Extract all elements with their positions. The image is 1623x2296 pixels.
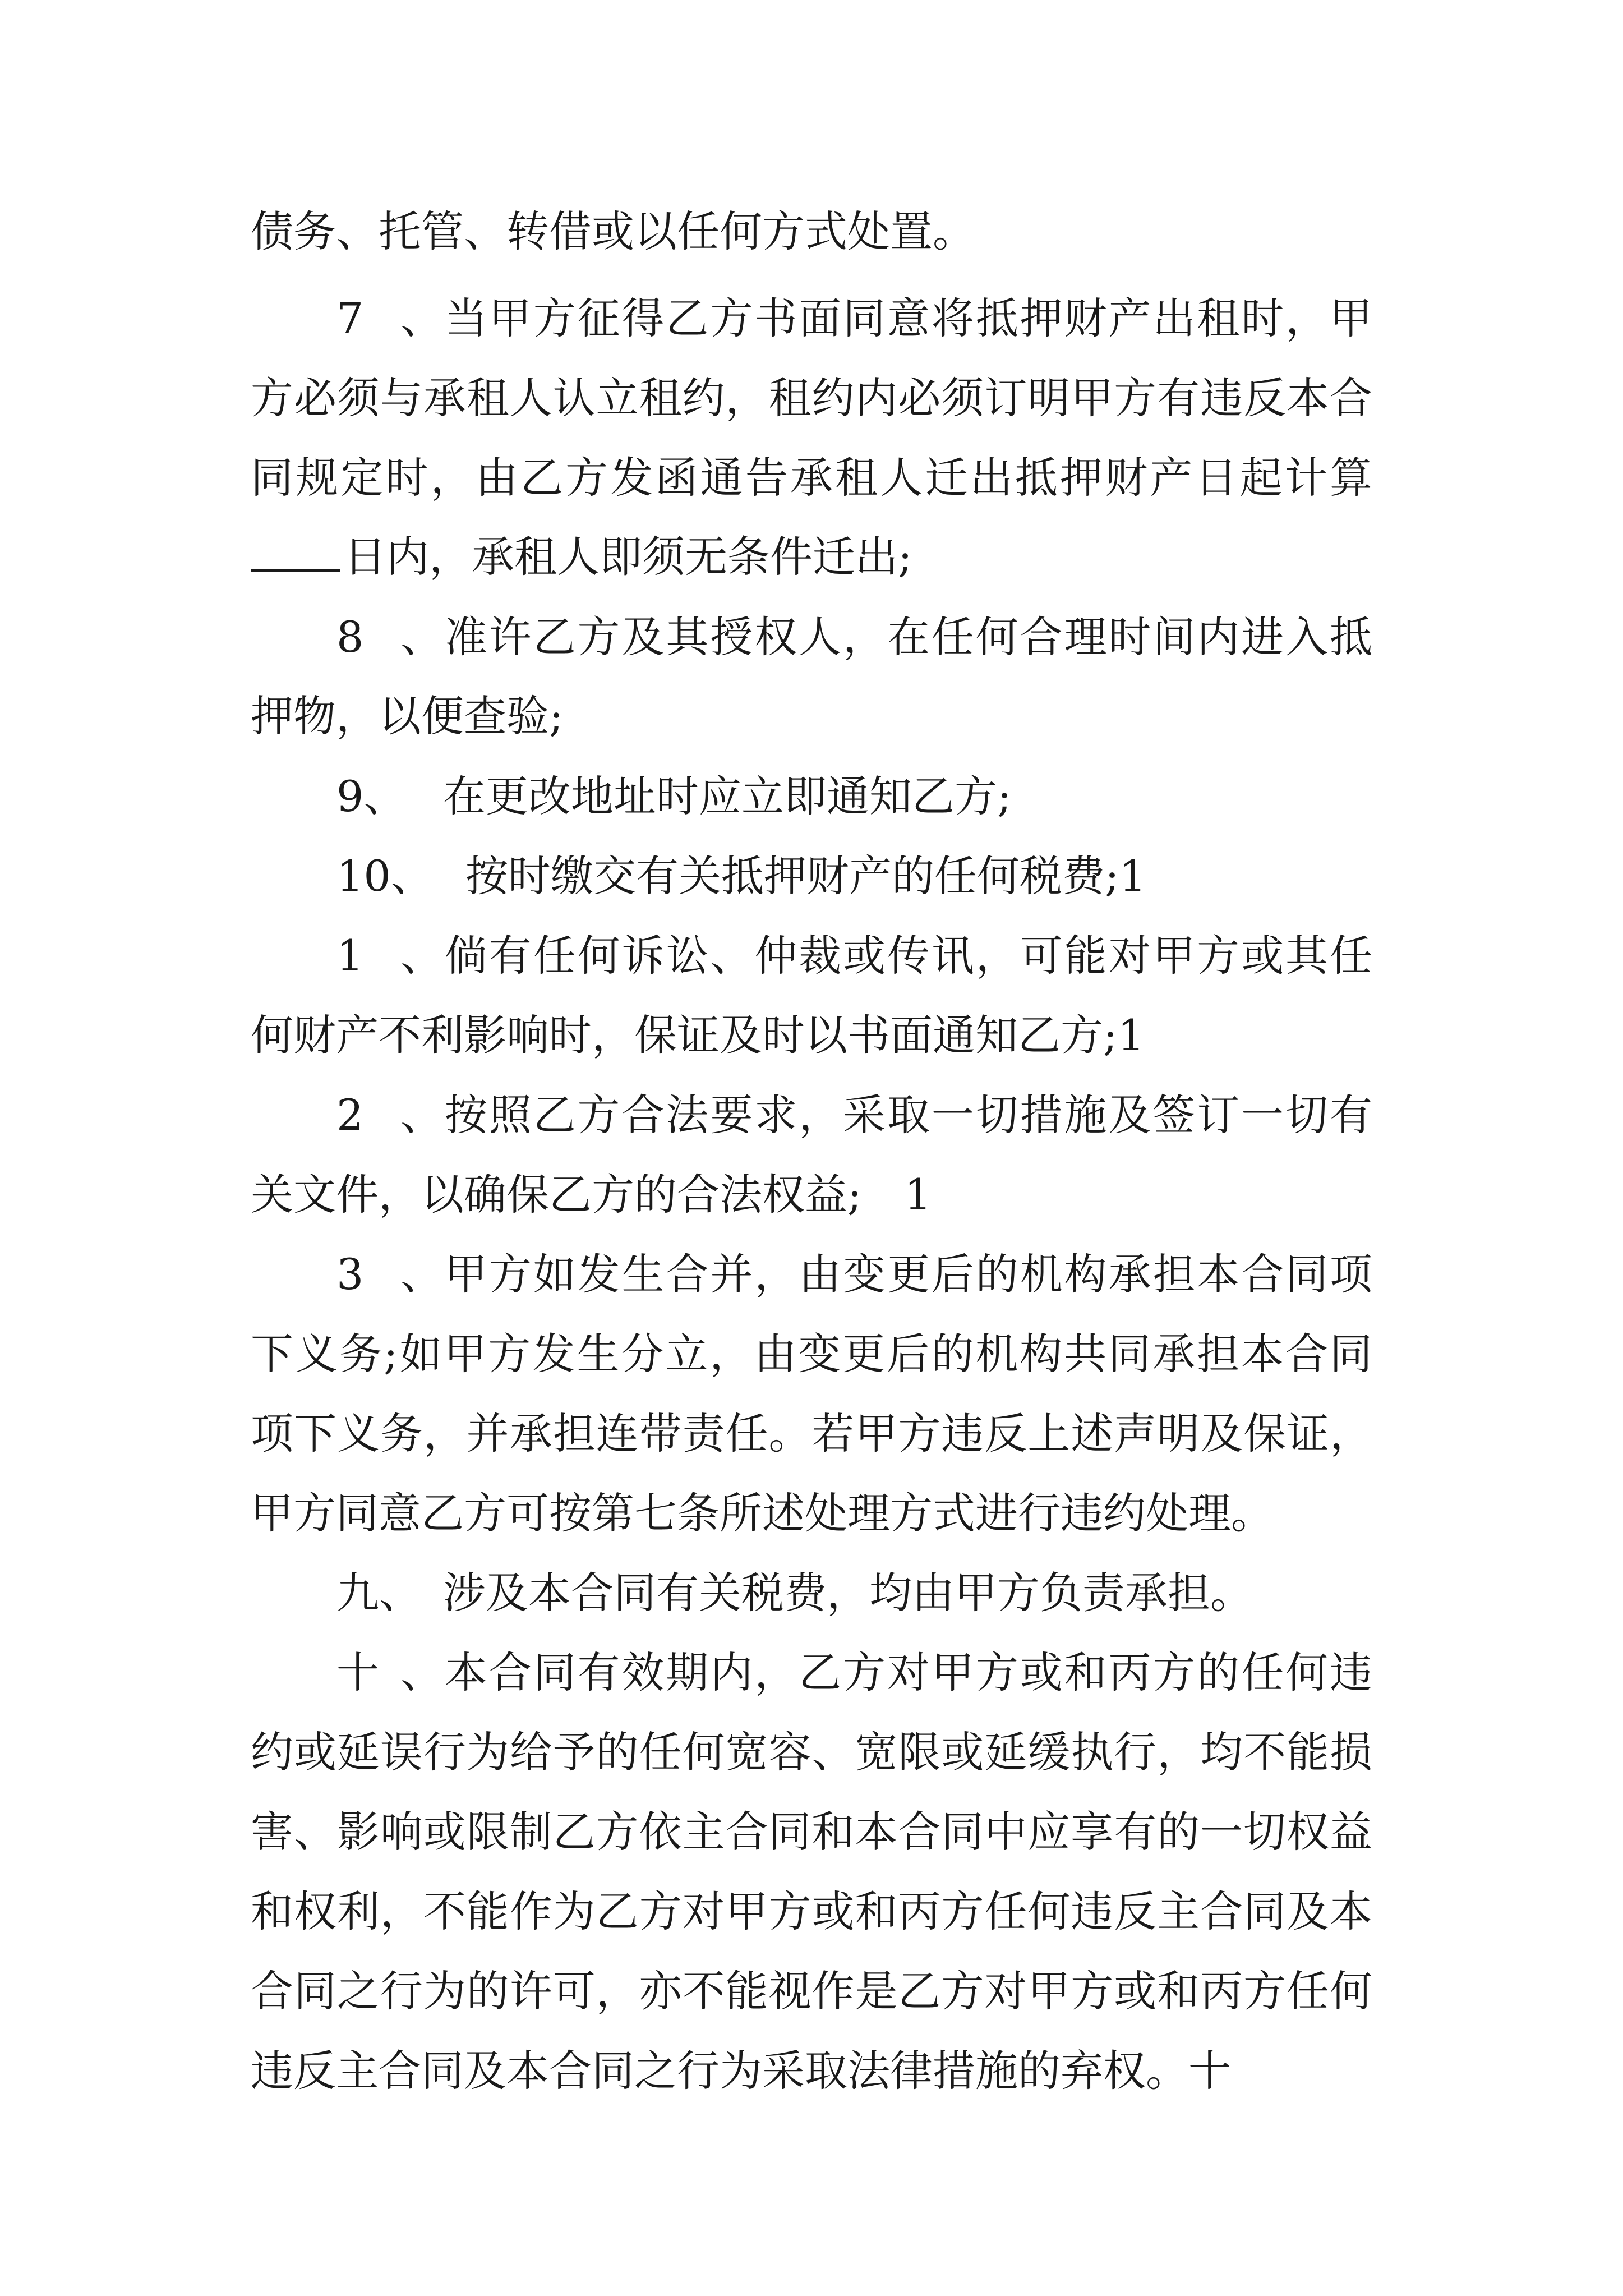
text-line: 甲方同意乙方可按第七条所述处理方式进行违约处理。	[251, 1488, 1274, 1538]
clause-item-13	[336, 1235, 1372, 1314]
text-line: 关文件，以确保乙方的合法权益; 1	[251, 1170, 932, 1220]
text-line	[251, 518, 912, 596]
clause-item-10	[336, 837, 1146, 915]
clause-item-12	[336, 1076, 1372, 1154]
text-line: 害、影响或限制乙方依主合同和本合同中应享有的一切权益	[251, 1807, 1372, 1857]
clause-number: 2、	[336, 1090, 443, 1140]
clause-number: 十、	[336, 1648, 443, 1697]
clause-item-9	[336, 757, 1012, 836]
clause-text: 倘有任何诉讼、仲裁或传讯，可能对甲方或其任	[443, 931, 1372, 981]
fill-in-blank	[251, 536, 340, 572]
clause-number: 7、	[336, 293, 443, 343]
text-line: 方必须与承租人认立租约，租约内必须订明甲方有违反本合	[251, 373, 1372, 423]
clause-text: 在更改地址时应立即通知乙方;	[443, 771, 1012, 821]
text-line: 押物，以便查验;	[251, 691, 564, 741]
clause-text: 按照乙方合法要求，采取一切措施及签订一切有	[443, 1090, 1372, 1140]
clause-text: 本合同有效期内，乙方对甲方或和丙方的任何违	[443, 1648, 1372, 1697]
text-line-content: 日内，承租人即须无条件迁出;	[344, 532, 912, 582]
clause-number: 9、	[336, 771, 407, 821]
clause-item-11	[336, 917, 1372, 995]
clause-number: 九、	[336, 1568, 422, 1618]
clause-item-8	[336, 598, 1372, 677]
clause-number: 1、	[336, 931, 443, 981]
clause-number: 10、	[336, 851, 434, 901]
clause-text: 涉及本合同有关税费，均由甲方负责承担。	[443, 1568, 1253, 1618]
text-line: 和权利，不能作为乙方对甲方或和丙方任何违反主合同及本	[251, 1887, 1372, 1936]
clause-item-nine	[336, 1554, 1253, 1632]
text-line: 违反主合同及本合同之行为采取法律措施的弃权。十	[251, 2046, 1231, 2096]
clause-item-7	[336, 279, 1372, 358]
text-line: 项下义务，并承担连带责任。若甲方违反上述声明及保证，	[251, 1409, 1372, 1458]
text-line: 何财产不利影响时，保证及时以书面通知乙方;1	[251, 1010, 1145, 1060]
clause-number: 8、	[336, 612, 443, 662]
clause-item-ten	[336, 1634, 1372, 1712]
text-line: 合同之行为的许可，亦不能视作是乙方对甲方或和丙方任何	[251, 1966, 1372, 2016]
clause-number: 3、	[336, 1249, 443, 1299]
text-line: 债务、托管、转借或以任何方式处置。	[251, 206, 975, 256]
text-line: 下义务;如甲方发生分立，由变更后的机构共同承担本合同	[251, 1329, 1372, 1379]
text-line: 约或延误行为给予的任何宽容、宽限或延缓执行，均不能损	[251, 1727, 1372, 1777]
clause-text: 按时缴交有关抵押财产的任何税费;1	[465, 851, 1146, 901]
clause-text: 当甲方征得乙方书面同意将抵押财产出租时，甲	[443, 293, 1372, 343]
clause-text: 甲方如发生合并，由变更后的机构承担本合同项	[443, 1249, 1372, 1299]
text-line: 同规定时，由乙方发函通告承租人迁出抵押财产日起计算	[251, 453, 1372, 503]
clause-text: 准许乙方及其授权人，在任何合理时间内进入抵	[443, 612, 1372, 662]
